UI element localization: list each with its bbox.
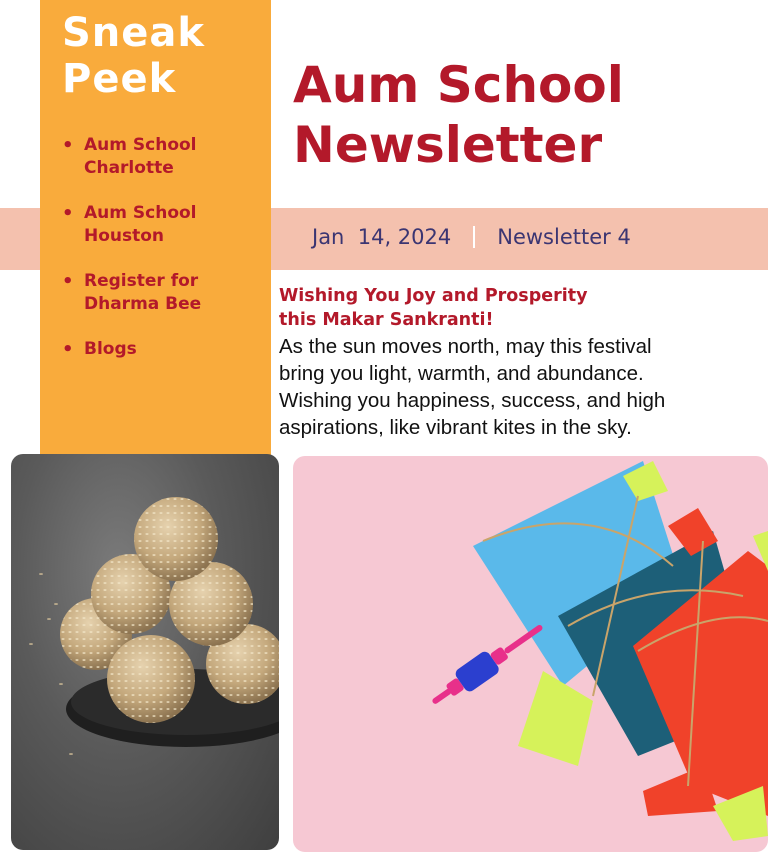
headline-line1: Wishing You Joy and Prosperity [279, 286, 588, 306]
sidebar-link-label: Dharma Bee [84, 294, 202, 314]
sesame-laddoo-photo [11, 454, 279, 850]
laddoo-illustration [11, 454, 279, 850]
title-line2: Newsletter [293, 116, 603, 174]
article-headline [279, 284, 699, 332]
sidebar-link-label: Register for [84, 271, 199, 291]
sneak-peek-sidebar [40, 0, 271, 455]
sidebar-title [62, 10, 271, 102]
newsletter-title [293, 55, 624, 175]
bullet-icon: • [62, 203, 74, 224]
sidebar-link-label: Aum School [84, 203, 197, 223]
kites-and-spool-photo [293, 456, 768, 852]
sidebar-link-charlotte[interactable] [62, 134, 224, 180]
sidebar-link-label: Aum School [84, 135, 197, 155]
body-line: aspirations, like vibrant kites in the sky. [279, 416, 632, 439]
body-line: Wishing you happiness, success, and high [279, 389, 666, 412]
sidebar-link-label: Blogs [84, 339, 137, 359]
bullet-icon: • [62, 271, 74, 292]
sidebar-title-line1: Sneak [62, 10, 206, 56]
bullet-icon: • [62, 135, 74, 156]
body-line: As the sun moves north, may this festival [279, 335, 652, 358]
bullet-icon: • [62, 339, 74, 360]
sidebar-link-label: Houston [84, 226, 165, 246]
sidebar-link-blogs[interactable] [62, 338, 224, 361]
meta-divider [473, 226, 475, 248]
article-body [279, 333, 759, 441]
title-line1: Aum School [293, 56, 624, 114]
sidebar-title-line2: Peek [62, 56, 177, 102]
kites-illustration [293, 456, 768, 852]
sidebar-link-houston[interactable] [62, 202, 224, 248]
sidebar-links [62, 134, 271, 361]
issue-number: Newsletter 4 [497, 225, 631, 249]
sidebar-link-dharma-bee[interactable] [62, 270, 224, 316]
headline-line2: this Makar Sankranti! [279, 310, 494, 330]
body-line: bring you light, warmth, and abundance. [279, 362, 644, 385]
sidebar-link-label: Charlotte [84, 158, 174, 178]
issue-date: Jan 14, 2024 [312, 225, 452, 249]
issue-meta [312, 222, 631, 252]
